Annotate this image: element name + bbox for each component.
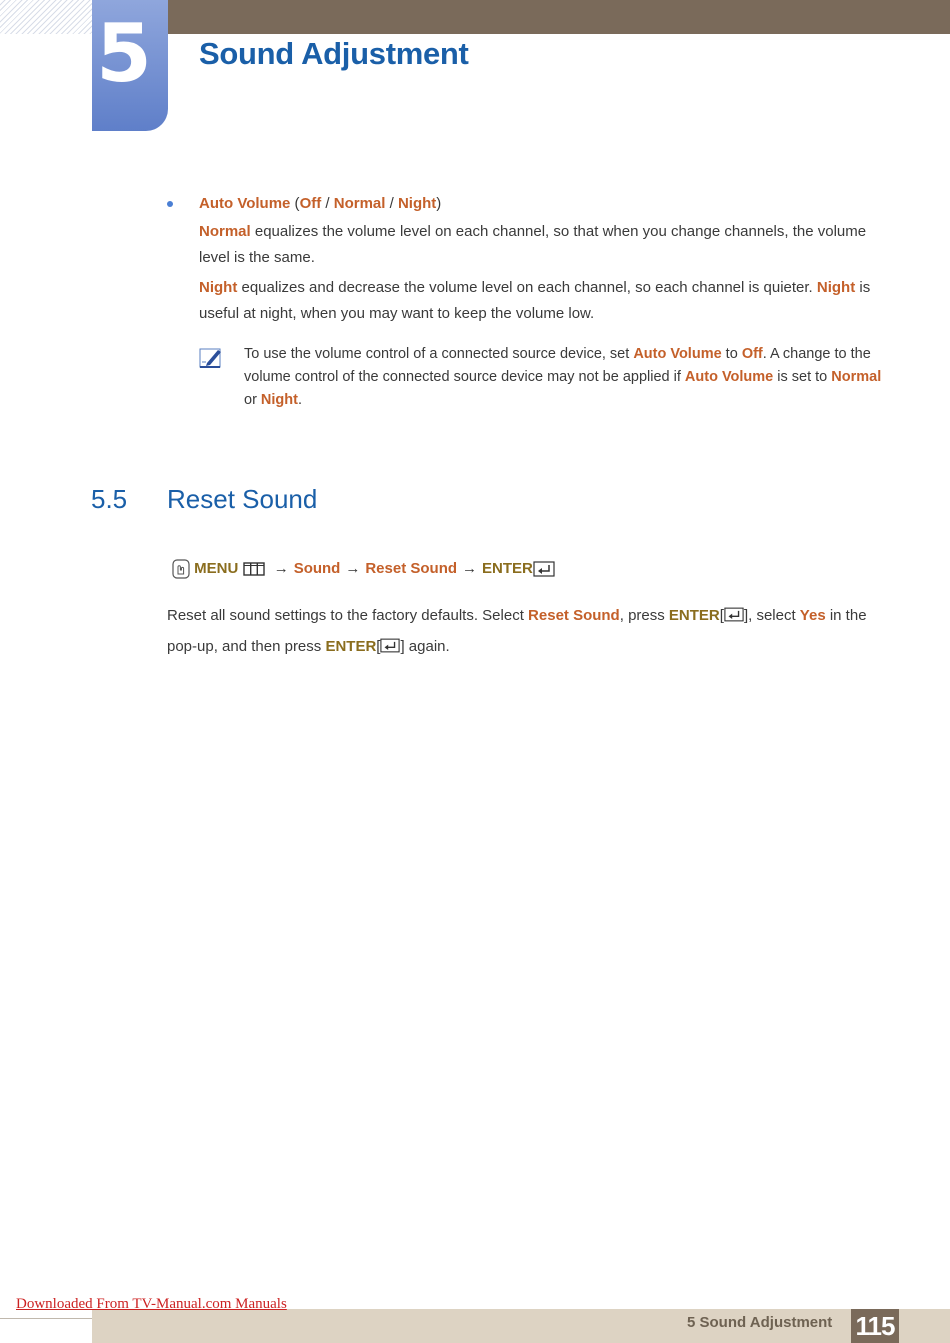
note-text-6: . [297,392,302,408]
menu-step-reset-sound: Reset Sound [365,560,458,578]
reset-instructions [167,600,887,662]
reset-keyword-yes: Yes [799,607,826,624]
night-desc-text-a: equalizes and decrease the volume level on each channel, so each channel is quieter. [237,279,817,296]
footer-left-area [0,1309,92,1343]
note-text-4: is set to [773,369,832,385]
download-source-link[interactable]: Downloaded From TV-Manual.com Manuals [16,1296,287,1312]
enter-icon [533,560,555,578]
note-keyword-auto-volume-2: Auto Volume [684,369,774,385]
note-text-2: to [721,346,742,362]
reset-text-7: ] again. [400,638,450,655]
enter-icon [380,637,400,654]
menu-label: MENU [194,560,239,578]
normal-term: Normal [199,223,251,240]
note-text-5: or [244,392,261,408]
reset-text-2: , press [619,607,669,624]
reset-text-4: ], select [743,607,800,624]
section-number: 5.5 [91,484,128,514]
night-term-2: Night [816,279,856,296]
normal-desc-text: equalizes the volume level on each channel, so that when you change channels, the volume level is the same. [199,223,867,266]
menu-grid-icon [243,561,265,577]
note-text-1: To use the volume control of a connected source device, set [244,346,634,362]
arrow-icon: → [462,560,478,578]
reset-keyword-enter-2: ENTER [325,638,377,655]
normal-description [199,219,889,271]
bullet-icon [167,201,173,207]
auto-volume-heading [199,191,889,217]
menu-step-enter: ENTER [482,560,533,578]
paren-open: ( [290,195,300,212]
page-number-box [851,1309,899,1343]
option-normal: Normal [333,195,386,212]
auto-volume-label: Auto Volume [199,195,291,212]
night-term: Night [199,279,238,296]
note-text [244,343,884,412]
note-pencil-icon [199,346,223,370]
note-keyword-auto-volume: Auto Volume [633,346,722,362]
section-title: Reset Sound [167,484,318,514]
night-description [199,275,889,327]
enter-icon [724,606,744,623]
menu-path [172,557,555,581]
separator: / [385,195,398,212]
arrow-icon: → [345,560,361,578]
note-text-3: . A change to the volume control of the connected source device may not be applied if [244,346,871,385]
chapter-number: 5 [96,7,152,100]
reset-text-5: in the pop-up, and then press [167,607,867,655]
bracket-open: [ [376,638,381,655]
arrow-icon: → [273,560,289,578]
menu-step-sound: Sound [293,560,341,578]
bracket-open: [ [719,607,724,624]
footer-divider [0,1318,92,1319]
paren-close: ) [436,195,442,212]
reset-keyword-reset-sound: Reset Sound [528,607,620,624]
note-keyword-normal: Normal [831,369,882,385]
option-night: Night [397,195,437,212]
chapter-tab [92,0,168,131]
option-off: Off [299,195,322,212]
note-keyword-night: Night [260,392,298,408]
note-keyword-off: Off [741,346,763,362]
chapter-title: Sound Adjustment [199,36,469,71]
header-hatch-decoration [0,0,92,34]
reset-keyword-enter: ENTER [668,607,720,624]
header-bar [168,0,950,34]
page-number: 115 [855,1311,895,1341]
remote-hand-icon [172,559,190,579]
night-desc-text-b: is useful at night, when you may want to keep the volume low. [199,279,871,322]
reset-text-1: Reset all sound settings to the factory defaults. Select [167,607,529,624]
footer-section-label: 5 Sound Adjustment [687,1314,833,1331]
separator: / [321,195,334,212]
